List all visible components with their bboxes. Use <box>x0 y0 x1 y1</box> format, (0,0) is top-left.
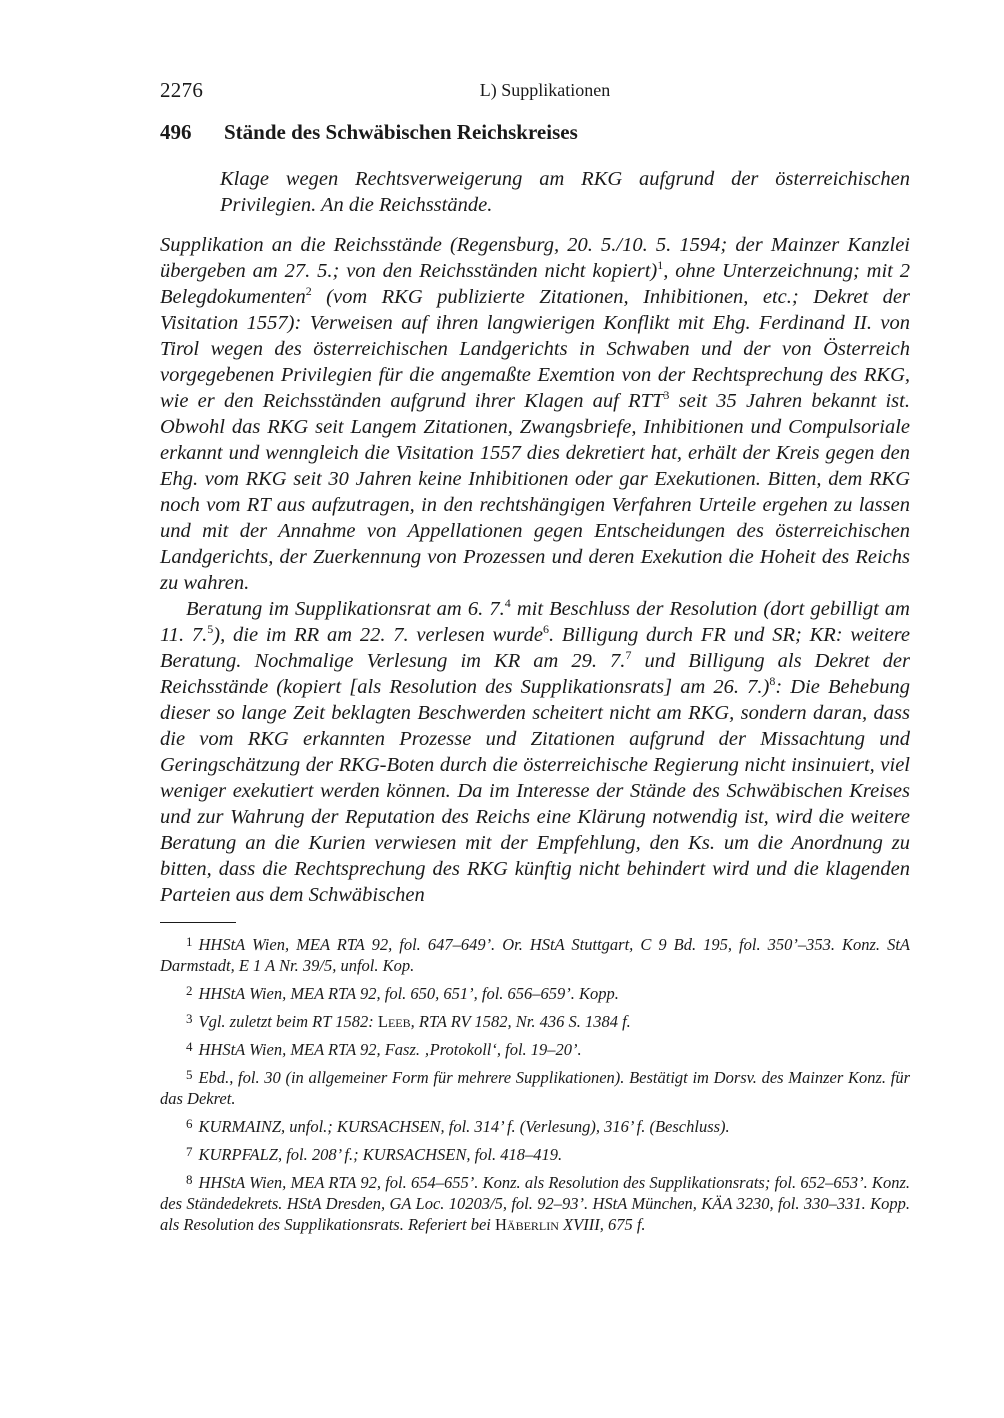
footnote-ref-4[interactable]: 4 <box>504 596 511 611</box>
footnote-1: $^1$ HHStA Wien, MEA RTA 92, fol. 647–649’. Or. HStA Stuttgart, C 9 Bd. 195, fol. 350’–353. Konz. StA Darmstadt, E 1 A Nr. 39/5, unfol. Kop. <box>160 934 910 975</box>
section-title: L) Supplikationen <box>479 80 611 100</box>
footnote-ref-5[interactable]: 5 <box>207 622 214 637</box>
footnote-3: $^3$ Vgl. zuletzt beim RT 1582: Leeb, RTA RV 1582, Nr. 436 S. 1384 f. <box>186 1011 631 1031</box>
document-number: 496 <box>160 120 192 144</box>
running-head <box>160 76 910 106</box>
page-number: 2276 <box>160 78 204 102</box>
footnote-separator <box>160 922 236 923</box>
footnote-ref-6[interactable]: 6 <box>542 622 549 637</box>
paragraph-1: Supplikation an die Reichsstände (Regensburg, 20. 5./10. 5. 1594; der Mainzer Kanzlei übergeben am 27. 5.; von den Reichsständen nicht kopiert)$^1$, ohne Unterzeichnung; mit 2 Belegdokumenten$^2$ (vom RKG publizierte Zitationen, Inhibitionen, etc.; Dekret der Visitation 1557): Verweisen auf ihren langwierigen Konflikt mit Ehg. Ferdinand II. von Tirol wegen des österreichischen Landgerichts in Schwaben und der von Österreich vorgegebenen Privilegien für die angemaßte Exemtion von der Rechtsprechung des RKG, wie er den Reichsständen aufgrund ihrer Klagen auf RTT$^3$ seit 35 Jahren bekannt ist. Obwohl das RKG seit Langem Zitationen, Zwangsbriefe, Inhibitionen und Compulsoriale erkannt und wenngleich die Visitation 1557 dies dekretiert hat, erhält der Kreis gegen den Ehg. vom RKG seit 30 Jahren keine Inhibitionen oder gar Exekutionen. Bitten, dem RKG noch vom RT aus aufzutragen, in den rechtshängigen Verfahren Urteile ergehen zu lassen und mit der Annahme von Appellationen gegen Entscheidungen des österreichischen Landgerichts, der Zuerkennung von Prozessen und deren Exekution die Hoheit des Reichs zu wahren. <box>160 234 910 594</box>
footnote-2: $^2$ HHStA Wien, MEA RTA 92, fol. 650, 651’, fol. 656–659’. Kopp. <box>186 983 619 1003</box>
footnote-8: $^8$ HHStA Wien, MEA RTA 92, fol. 654–655’. Konz. als Resolution des Supplikationsrats; fol. 652–653’. Konz. des Ständedekrets. HStA Dresden, GA Loc. 10203/5, fol. 92–93’. HStA München, KÄA 3230, fol. 330–331. Kopp. als Resolution des Supplikationsrats. Referiert bei Häberlin XVIII, 675 f. <box>160 1172 910 1234</box>
footnote-7: $^7$ KURPFALZ, fol. 208’ f.; KURSACHSEN, fol. 418–419. <box>186 1144 563 1164</box>
author-name: Häberlin <box>495 1215 559 1234</box>
footnote-ref-2[interactable]: 2 <box>305 284 312 299</box>
footnotes <box>160 931 910 1235</box>
footnote-ref-3[interactable]: 3 <box>663 388 670 403</box>
document-heading <box>160 120 910 145</box>
paragraph-2: Beratung im Supplikationsrat am 6. 7.$^4$ mit Beschluss der Resolution (dort gebilligt am 11. 7.$^5$), die im RR am 22. 7. verlesen wurde$^6$. Billigung durch FR und SR; KR: weitere Beratung. Nochmalige Verlesung im KR am 29. 7.$^7$ und Billigung als Dekret der Reichsstände (kopiert [als Resolution des Supplikationsrats] am 26. 7.)$^8$: Die Behebung dieser so lange Zeit beklagten Beschwerden scheitert nicht am RKG, sondern daran, dass die vom RKG erkannten Prozesse und Zitationen aufgrund der Missachtung und Geringschätzung der RKG-Boten durch die österreichische Regierung nicht insinuiert, viel weniger exekutiert werden können. Da im Interesse der Stände des Schwäbischen Kreises und zur Wahrung der Reputation des Reichs eine Klärung notwendig ist, wird die weitere Beratung an die Kurien verwiesen mit der Empfehlung, den Ks. um die Anordnung zu bitten, dass die Rechtsprechung des RKG künftig nicht behindert wird und die klagenden Parteien aus dem Schwäbischen <box>160 596 910 906</box>
footnote-5: $^5$ Ebd., fol. 30 (in allgemeiner Form für mehrere Supplikationen). Bestätigt im Dorsv. des Mainzer Konz. für das Dekret. <box>160 1067 910 1108</box>
regest: Klage wegen Rechtsverweigerung am RKG aufgrund der österreichischen Privilegien. An die Reichsstände. <box>220 168 910 216</box>
footnote-ref-1[interactable]: 1 <box>657 258 664 273</box>
footnote-ref-8[interactable]: 8 <box>769 674 776 689</box>
footnote-4: $^4$ HHStA Wien, MEA RTA 92, Fasz. ‚Protokoll‘, fol. 19–20’. <box>186 1039 582 1059</box>
footnote-ref-7[interactable]: 7 <box>625 648 632 663</box>
document-page <box>160 76 910 1239</box>
footnote-6: $^6$ KURMAINZ, unfol.; KURSACHSEN, fol. 314’ f. (Verlesung), 316’ f. (Beschluss). <box>186 1116 730 1136</box>
body-text <box>160 232 910 908</box>
document-title: Stände des Schwäbischen Reichskreises <box>224 120 578 144</box>
author-name: Leeb <box>377 1012 411 1031</box>
